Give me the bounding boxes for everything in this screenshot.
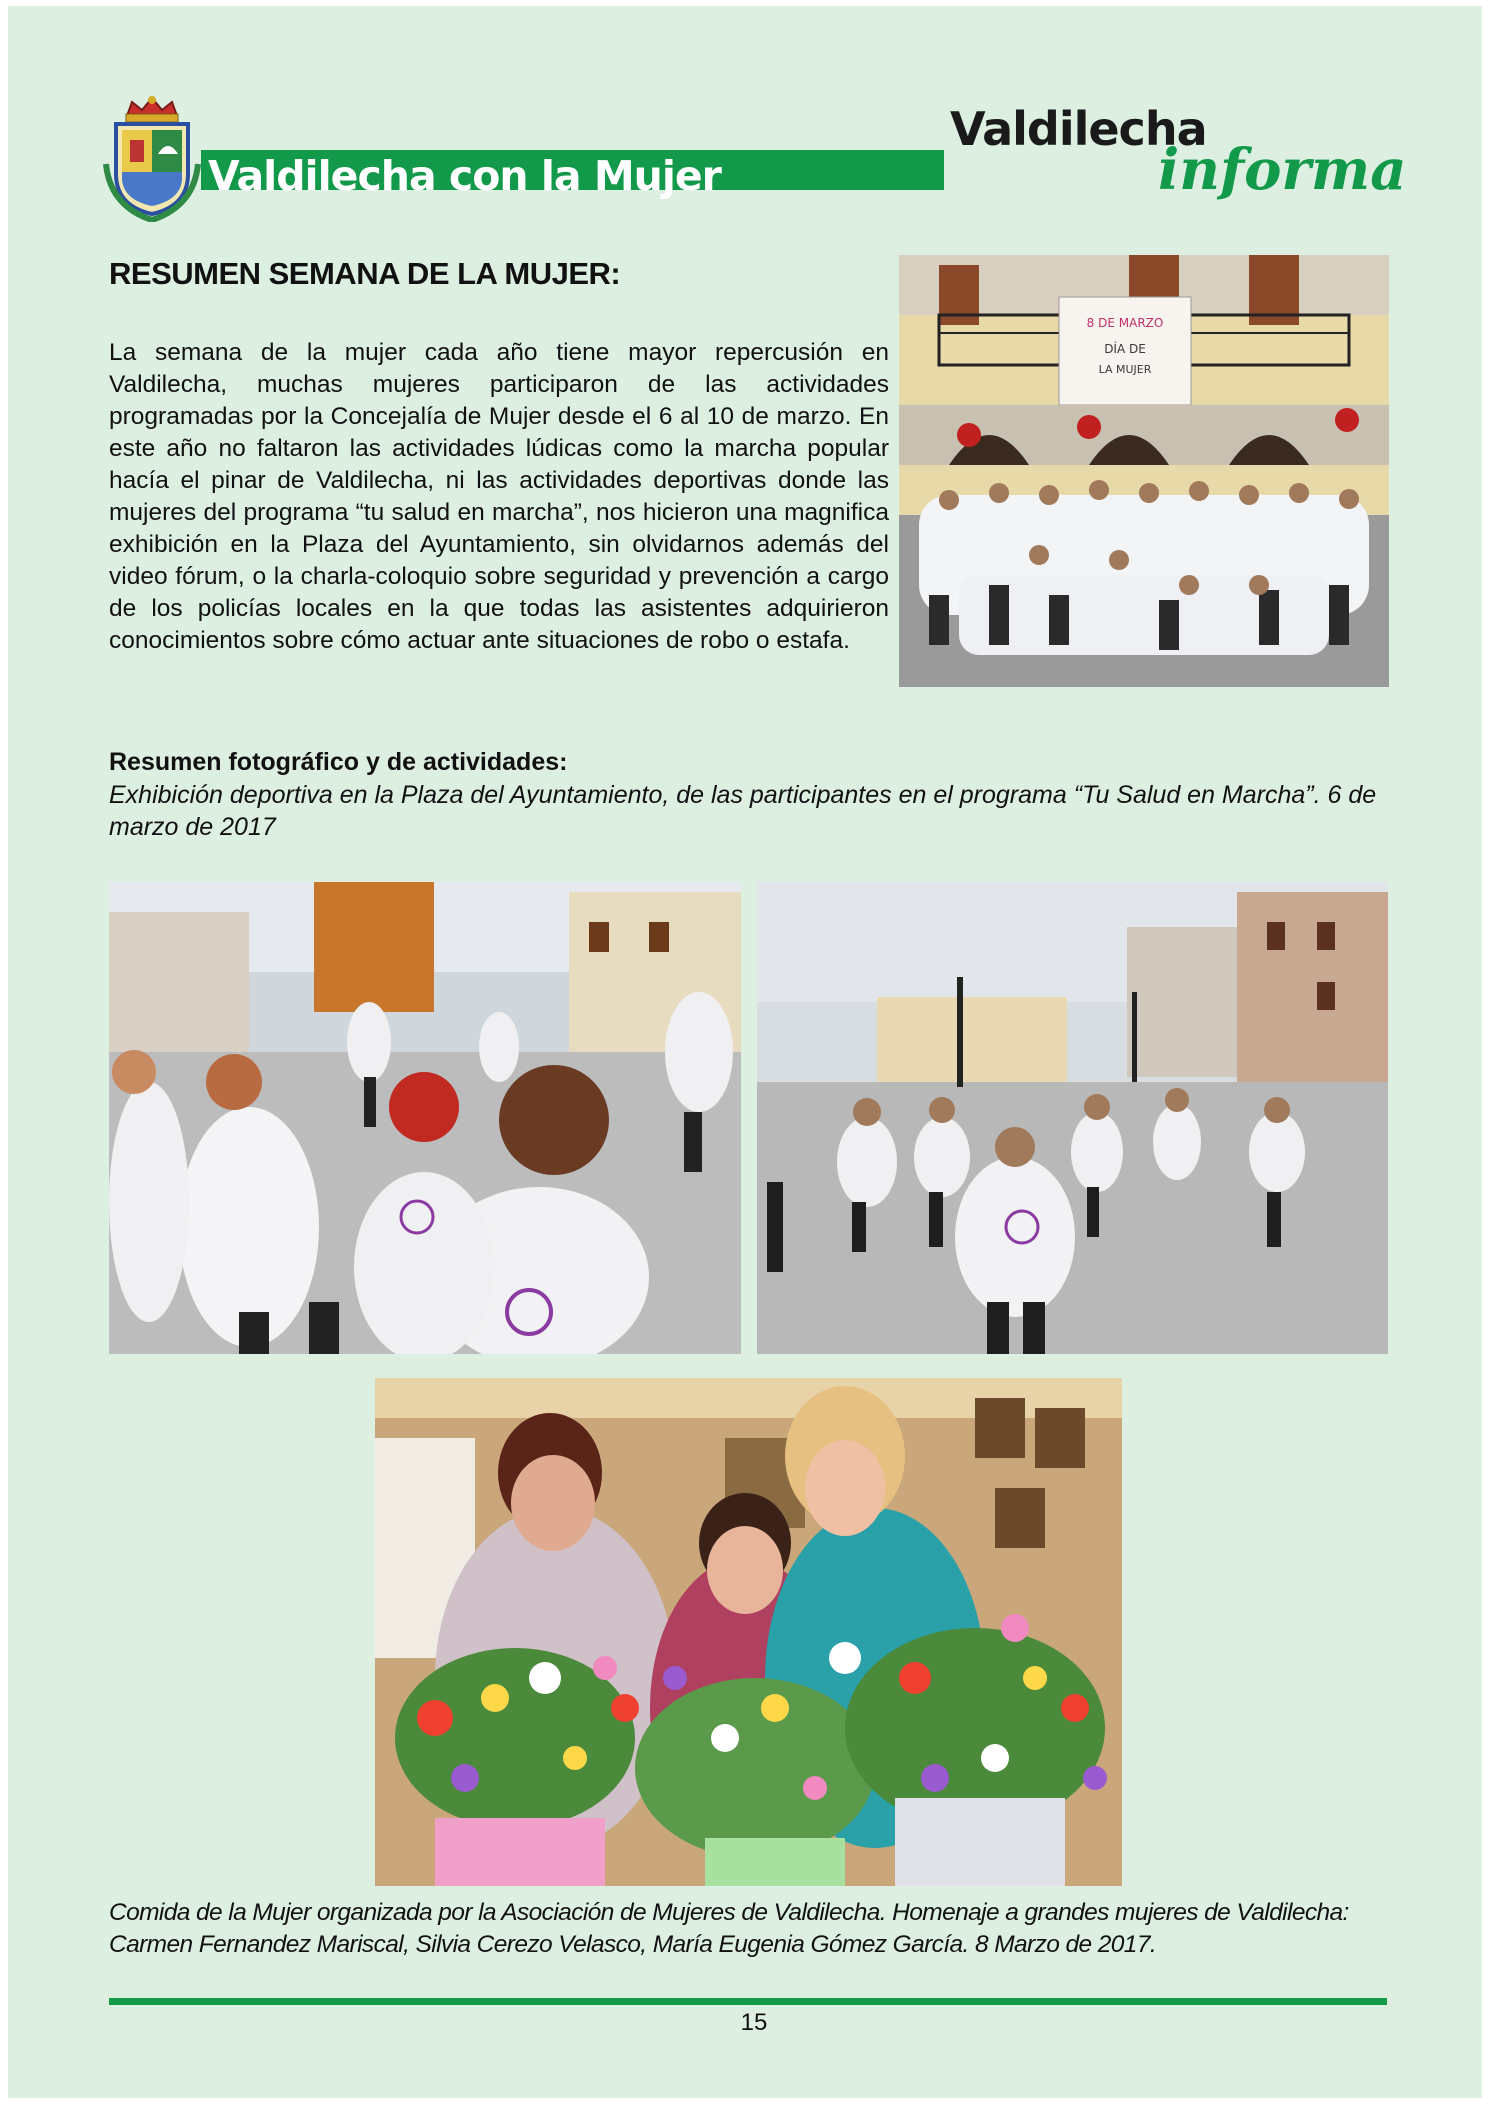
- banner-line-3: LA MUJER: [1098, 363, 1152, 376]
- banner-line-1: 8 DE MARZO: [1086, 316, 1164, 330]
- masthead-sub: informa: [1158, 137, 1407, 203]
- page: [8, 6, 1482, 2098]
- homage-flowers-photo: [375, 1378, 1122, 1886]
- town-hall-group-photo: [899, 255, 1389, 687]
- exercise-plaza-photo-left: [109, 882, 741, 1354]
- exercise-plaza-photo-right: [757, 882, 1388, 1354]
- article-title: RESUMEN SEMANA DE LA MUJER:: [109, 256, 621, 291]
- coat-of-arms-logo: [102, 94, 202, 222]
- section-title: Valdilecha con la Mujer: [208, 152, 721, 200]
- masthead-name: Valdilecha: [950, 102, 1207, 156]
- article-body: La semana de la mujer cada año tiene mayor repercusión en Valdilecha, muchas mujeres participaron de las actividades programadas por la Concejalía de Mujer desde el 6 al 10 de marzo. En este año no faltaron las actividades lúdicas como la marcha popular hacía el pinar de Valdilecha, ni las actividades deportivas donde las mujeres del programa “tu salud en marcha”, nos hicieron una magnifica exhibición en la Plaza del Ayuntamiento, sin olvidarnos además del video fórum, o la charla-coloquio sobre seguridad y prevención a cargo de los policías locales en la que todas las asistentes adquirieron conocimientos sobre cómo actuar ante situaciones de robo o estafa.: [109, 339, 889, 654]
- page-number: 15: [740, 2009, 768, 2036]
- banner-line-2: DÍA DE: [1104, 342, 1146, 356]
- photo-section-caption: Exhibición deportiva en la Plaza del Ayuntamiento, de las participantes en el programa “Tu Salud en Marcha”. 6 de marzo de 2017: [109, 781, 1377, 841]
- photo-section-header: Resumen fotográfico y de actividades:: [109, 748, 568, 776]
- closing-caption: Comida de la Mujer organizada por la Asociación de Mujeres de Valdilecha. Homenaje a grandes mujeres de Valdilecha: Carmen Fernandez Mariscal, Silvia Cerezo Velasco, María Eugenia Gómez García. 8 Marzo de 2017.: [109, 1899, 1349, 1958]
- footer-bar: [109, 1998, 1387, 2005]
